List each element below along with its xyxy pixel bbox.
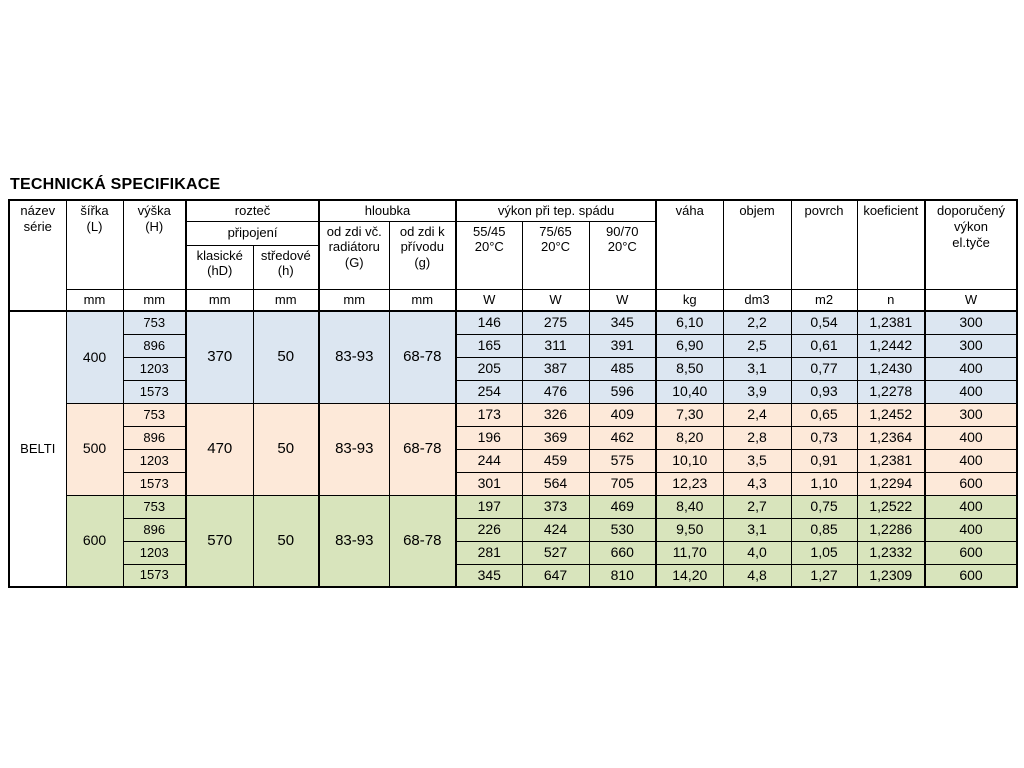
cell-roztec-stredove: 50 — [253, 495, 319, 587]
cell-vykon-55-45: 146 — [456, 311, 522, 334]
cell-doporuceny-vykon: 600 — [925, 472, 1017, 495]
cell-povrch: 0,85 — [791, 518, 857, 541]
cell-vykon-55-45: 226 — [456, 518, 522, 541]
cell-roztec-stredove: 50 — [253, 311, 319, 403]
header-vykon: výkon při tep. spádu — [456, 200, 656, 221]
cell-doporuceny-vykon: 400 — [925, 449, 1017, 472]
cell-vaha: 9,50 — [656, 518, 723, 541]
cell-vykon-90-70: 575 — [589, 449, 656, 472]
table-row — [9, 426, 1017, 449]
header-teplota-1: 55/45 20°C — [456, 221, 522, 289]
cell-hloubka-radiator: 83-93 — [319, 311, 389, 403]
cell-vykon-75-65: 373 — [522, 495, 589, 518]
table-row — [9, 380, 1017, 403]
cell-doporuceny-vykon: 300 — [925, 311, 1017, 334]
header-teplota-2: 75/65 20°C — [522, 221, 589, 289]
header-roztec: rozteč — [186, 200, 319, 221]
cell-hloubka-privod: 68-78 — [389, 403, 456, 495]
cell-vykon-55-45: 281 — [456, 541, 522, 564]
cell-povrch: 0,61 — [791, 334, 857, 357]
cell-koeficient: 1,2309 — [857, 564, 925, 587]
cell-povrch: 1,10 — [791, 472, 857, 495]
cell-vykon-55-45: 345 — [456, 564, 522, 587]
cell-vykon-55-45: 205 — [456, 357, 522, 380]
cell-koeficient: 1,2381 — [857, 449, 925, 472]
header-klasicke: klasické (hD) — [186, 245, 253, 289]
cell-vykon-75-65: 647 — [522, 564, 589, 587]
header-stredove: středové (h) — [253, 245, 319, 289]
header-unit: m2 — [791, 289, 857, 311]
cell-vykon-75-65: 275 — [522, 311, 589, 334]
cell-vykon-90-70: 596 — [589, 380, 656, 403]
cell-vykon-55-45: 244 — [456, 449, 522, 472]
cell-vykon-75-65: 311 — [522, 334, 589, 357]
cell-vykon-55-45: 254 — [456, 380, 522, 403]
table-row — [9, 357, 1017, 380]
header-sirka: šířka (L) — [66, 200, 123, 289]
cell-sirka: 400 — [66, 311, 123, 403]
header-unit: mm — [389, 289, 456, 311]
table-row — [9, 403, 1017, 426]
cell-koeficient: 1,2442 — [857, 334, 925, 357]
cell-vaha: 11,70 — [656, 541, 723, 564]
table-row — [9, 200, 1017, 221]
header-hloubka: hloubka — [319, 200, 456, 221]
cell-vyska: 1573 — [123, 564, 186, 587]
header-vyska: výška (H) — [123, 200, 186, 289]
header-unit: n — [857, 289, 925, 311]
cell-vaha: 12,23 — [656, 472, 723, 495]
header-objem: objem — [723, 200, 791, 289]
cell-vykon-90-70: 485 — [589, 357, 656, 380]
cell-objem: 4,3 — [723, 472, 791, 495]
table-row — [9, 449, 1017, 472]
cell-doporuceny-vykon: 300 — [925, 334, 1017, 357]
header-unit: mm — [186, 289, 253, 311]
cell-koeficient: 1,2381 — [857, 311, 925, 334]
header-unit: mm — [123, 289, 186, 311]
cell-vyska: 896 — [123, 334, 186, 357]
spec-table — [8, 199, 1018, 588]
cell-vykon-55-45: 196 — [456, 426, 522, 449]
cell-vaha: 10,10 — [656, 449, 723, 472]
cell-doporuceny-vykon: 400 — [925, 357, 1017, 380]
cell-doporuceny-vykon: 600 — [925, 541, 1017, 564]
cell-vykon-75-65: 387 — [522, 357, 589, 380]
cell-vykon-90-70: 469 — [589, 495, 656, 518]
cell-vykon-55-45: 165 — [456, 334, 522, 357]
cell-objem: 3,1 — [723, 357, 791, 380]
header-pripojeni: připojení — [186, 221, 319, 245]
cell-vykon-90-70: 530 — [589, 518, 656, 541]
cell-povrch: 1,27 — [791, 564, 857, 587]
cell-vaha: 14,20 — [656, 564, 723, 587]
cell-objem: 3,9 — [723, 380, 791, 403]
table-row — [9, 564, 1017, 587]
cell-vykon-90-70: 409 — [589, 403, 656, 426]
cell-doporuceny-vykon: 600 — [925, 564, 1017, 587]
cell-koeficient: 1,2452 — [857, 403, 925, 426]
cell-vyska: 896 — [123, 518, 186, 541]
header-unit: W — [522, 289, 589, 311]
cell-vyska: 1573 — [123, 380, 186, 403]
cell-objem: 2,8 — [723, 426, 791, 449]
cell-hloubka-radiator: 83-93 — [319, 495, 389, 587]
cell-roztec-klasicke: 370 — [186, 311, 253, 403]
cell-povrch: 1,05 — [791, 541, 857, 564]
table-row — [9, 334, 1017, 357]
cell-objem: 4,8 — [723, 564, 791, 587]
cell-koeficient: 1,2522 — [857, 495, 925, 518]
table-row — [9, 495, 1017, 518]
cell-vykon-75-65: 476 — [522, 380, 589, 403]
cell-vaha: 8,20 — [656, 426, 723, 449]
cell-vykon-75-65: 424 — [522, 518, 589, 541]
cell-koeficient: 1,2294 — [857, 472, 925, 495]
header-unit: W — [589, 289, 656, 311]
cell-hloubka-radiator: 83-93 — [319, 403, 389, 495]
header-od-zdi-privodu: od zdi k přívodu (g) — [389, 221, 456, 289]
table-row — [9, 518, 1017, 541]
cell-sirka: 500 — [66, 403, 123, 495]
cell-vykon-90-70: 660 — [589, 541, 656, 564]
spec-table-head — [9, 200, 1017, 311]
cell-vaha: 6,90 — [656, 334, 723, 357]
cell-objem: 3,5 — [723, 449, 791, 472]
cell-objem: 2,4 — [723, 403, 791, 426]
cell-objem: 2,2 — [723, 311, 791, 334]
cell-koeficient: 1,2430 — [857, 357, 925, 380]
cell-vyska: 1203 — [123, 541, 186, 564]
cell-doporuceny-vykon: 400 — [925, 518, 1017, 541]
cell-koeficient: 1,2364 — [857, 426, 925, 449]
header-od-zdi-radiatoru: od zdi vč. radiátoru (G) — [319, 221, 389, 289]
header-nazev-serie: název série — [9, 200, 66, 311]
cell-vyska: 896 — [123, 426, 186, 449]
cell-povrch: 0,73 — [791, 426, 857, 449]
cell-povrch: 0,65 — [791, 403, 857, 426]
cell-doporuceny-vykon: 400 — [925, 380, 1017, 403]
cell-vykon-90-70: 391 — [589, 334, 656, 357]
cell-serie: BELTI — [9, 311, 66, 587]
cell-vyska: 753 — [123, 495, 186, 518]
cell-objem: 4,0 — [723, 541, 791, 564]
cell-vyska: 753 — [123, 403, 186, 426]
cell-vaha: 8,50 — [656, 357, 723, 380]
cell-objem: 2,7 — [723, 495, 791, 518]
spec-table-body — [9, 311, 1017, 587]
header-unit: W — [925, 289, 1017, 311]
cell-vykon-90-70: 345 — [589, 311, 656, 334]
cell-vaha: 7,30 — [656, 403, 723, 426]
cell-vaha: 6,10 — [656, 311, 723, 334]
cell-vykon-75-65: 326 — [522, 403, 589, 426]
cell-povrch: 0,77 — [791, 357, 857, 380]
header-teplota-3: 90/70 20°C — [589, 221, 656, 289]
header-koeficient: koeficient — [857, 200, 925, 289]
cell-roztec-klasicke: 570 — [186, 495, 253, 587]
cell-vykon-55-45: 197 — [456, 495, 522, 518]
cell-vykon-90-70: 810 — [589, 564, 656, 587]
cell-hloubka-privod: 68-78 — [389, 311, 456, 403]
table-row — [9, 541, 1017, 564]
cell-objem: 3,1 — [723, 518, 791, 541]
cell-koeficient: 1,2332 — [857, 541, 925, 564]
cell-vykon-55-45: 173 — [456, 403, 522, 426]
cell-vaha: 10,40 — [656, 380, 723, 403]
cell-vykon-75-65: 527 — [522, 541, 589, 564]
cell-vyska: 753 — [123, 311, 186, 334]
cell-povrch: 0,91 — [791, 449, 857, 472]
header-unit: kg — [656, 289, 723, 311]
cell-hloubka-privod: 68-78 — [389, 495, 456, 587]
cell-koeficient: 1,2278 — [857, 380, 925, 403]
header-unit: W — [456, 289, 522, 311]
cell-roztec-stredove: 50 — [253, 403, 319, 495]
cell-vaha: 8,40 — [656, 495, 723, 518]
header-povrch: povrch — [791, 200, 857, 289]
cell-sirka: 600 — [66, 495, 123, 587]
cell-doporuceny-vykon: 300 — [925, 403, 1017, 426]
cell-vykon-75-65: 459 — [522, 449, 589, 472]
cell-vykon-75-65: 369 — [522, 426, 589, 449]
table-row — [9, 472, 1017, 495]
cell-roztec-klasicke: 470 — [186, 403, 253, 495]
header-unit: mm — [66, 289, 123, 311]
header-unit: mm — [319, 289, 389, 311]
cell-povrch: 0,75 — [791, 495, 857, 518]
header-unit: dm3 — [723, 289, 791, 311]
cell-vykon-90-70: 462 — [589, 426, 656, 449]
cell-koeficient: 1,2286 — [857, 518, 925, 541]
cell-doporuceny-vykon: 400 — [925, 426, 1017, 449]
cell-vyska: 1203 — [123, 357, 186, 380]
table-row — [9, 311, 1017, 334]
cell-povrch: 0,93 — [791, 380, 857, 403]
cell-objem: 2,5 — [723, 334, 791, 357]
cell-vykon-90-70: 705 — [589, 472, 656, 495]
header-doporuceny: doporučený výkon el.tyče — [925, 200, 1017, 289]
header-vaha: váha — [656, 200, 723, 289]
page-title: TECHNICKÁ SPECIFIKACE — [10, 176, 221, 193]
header-unit: mm — [253, 289, 319, 311]
cell-povrch: 0,54 — [791, 311, 857, 334]
cell-vykon-75-65: 564 — [522, 472, 589, 495]
cell-vykon-55-45: 301 — [456, 472, 522, 495]
cell-doporuceny-vykon: 400 — [925, 495, 1017, 518]
table-row — [9, 289, 1017, 311]
cell-vyska: 1573 — [123, 472, 186, 495]
cell-vyska: 1203 — [123, 449, 186, 472]
